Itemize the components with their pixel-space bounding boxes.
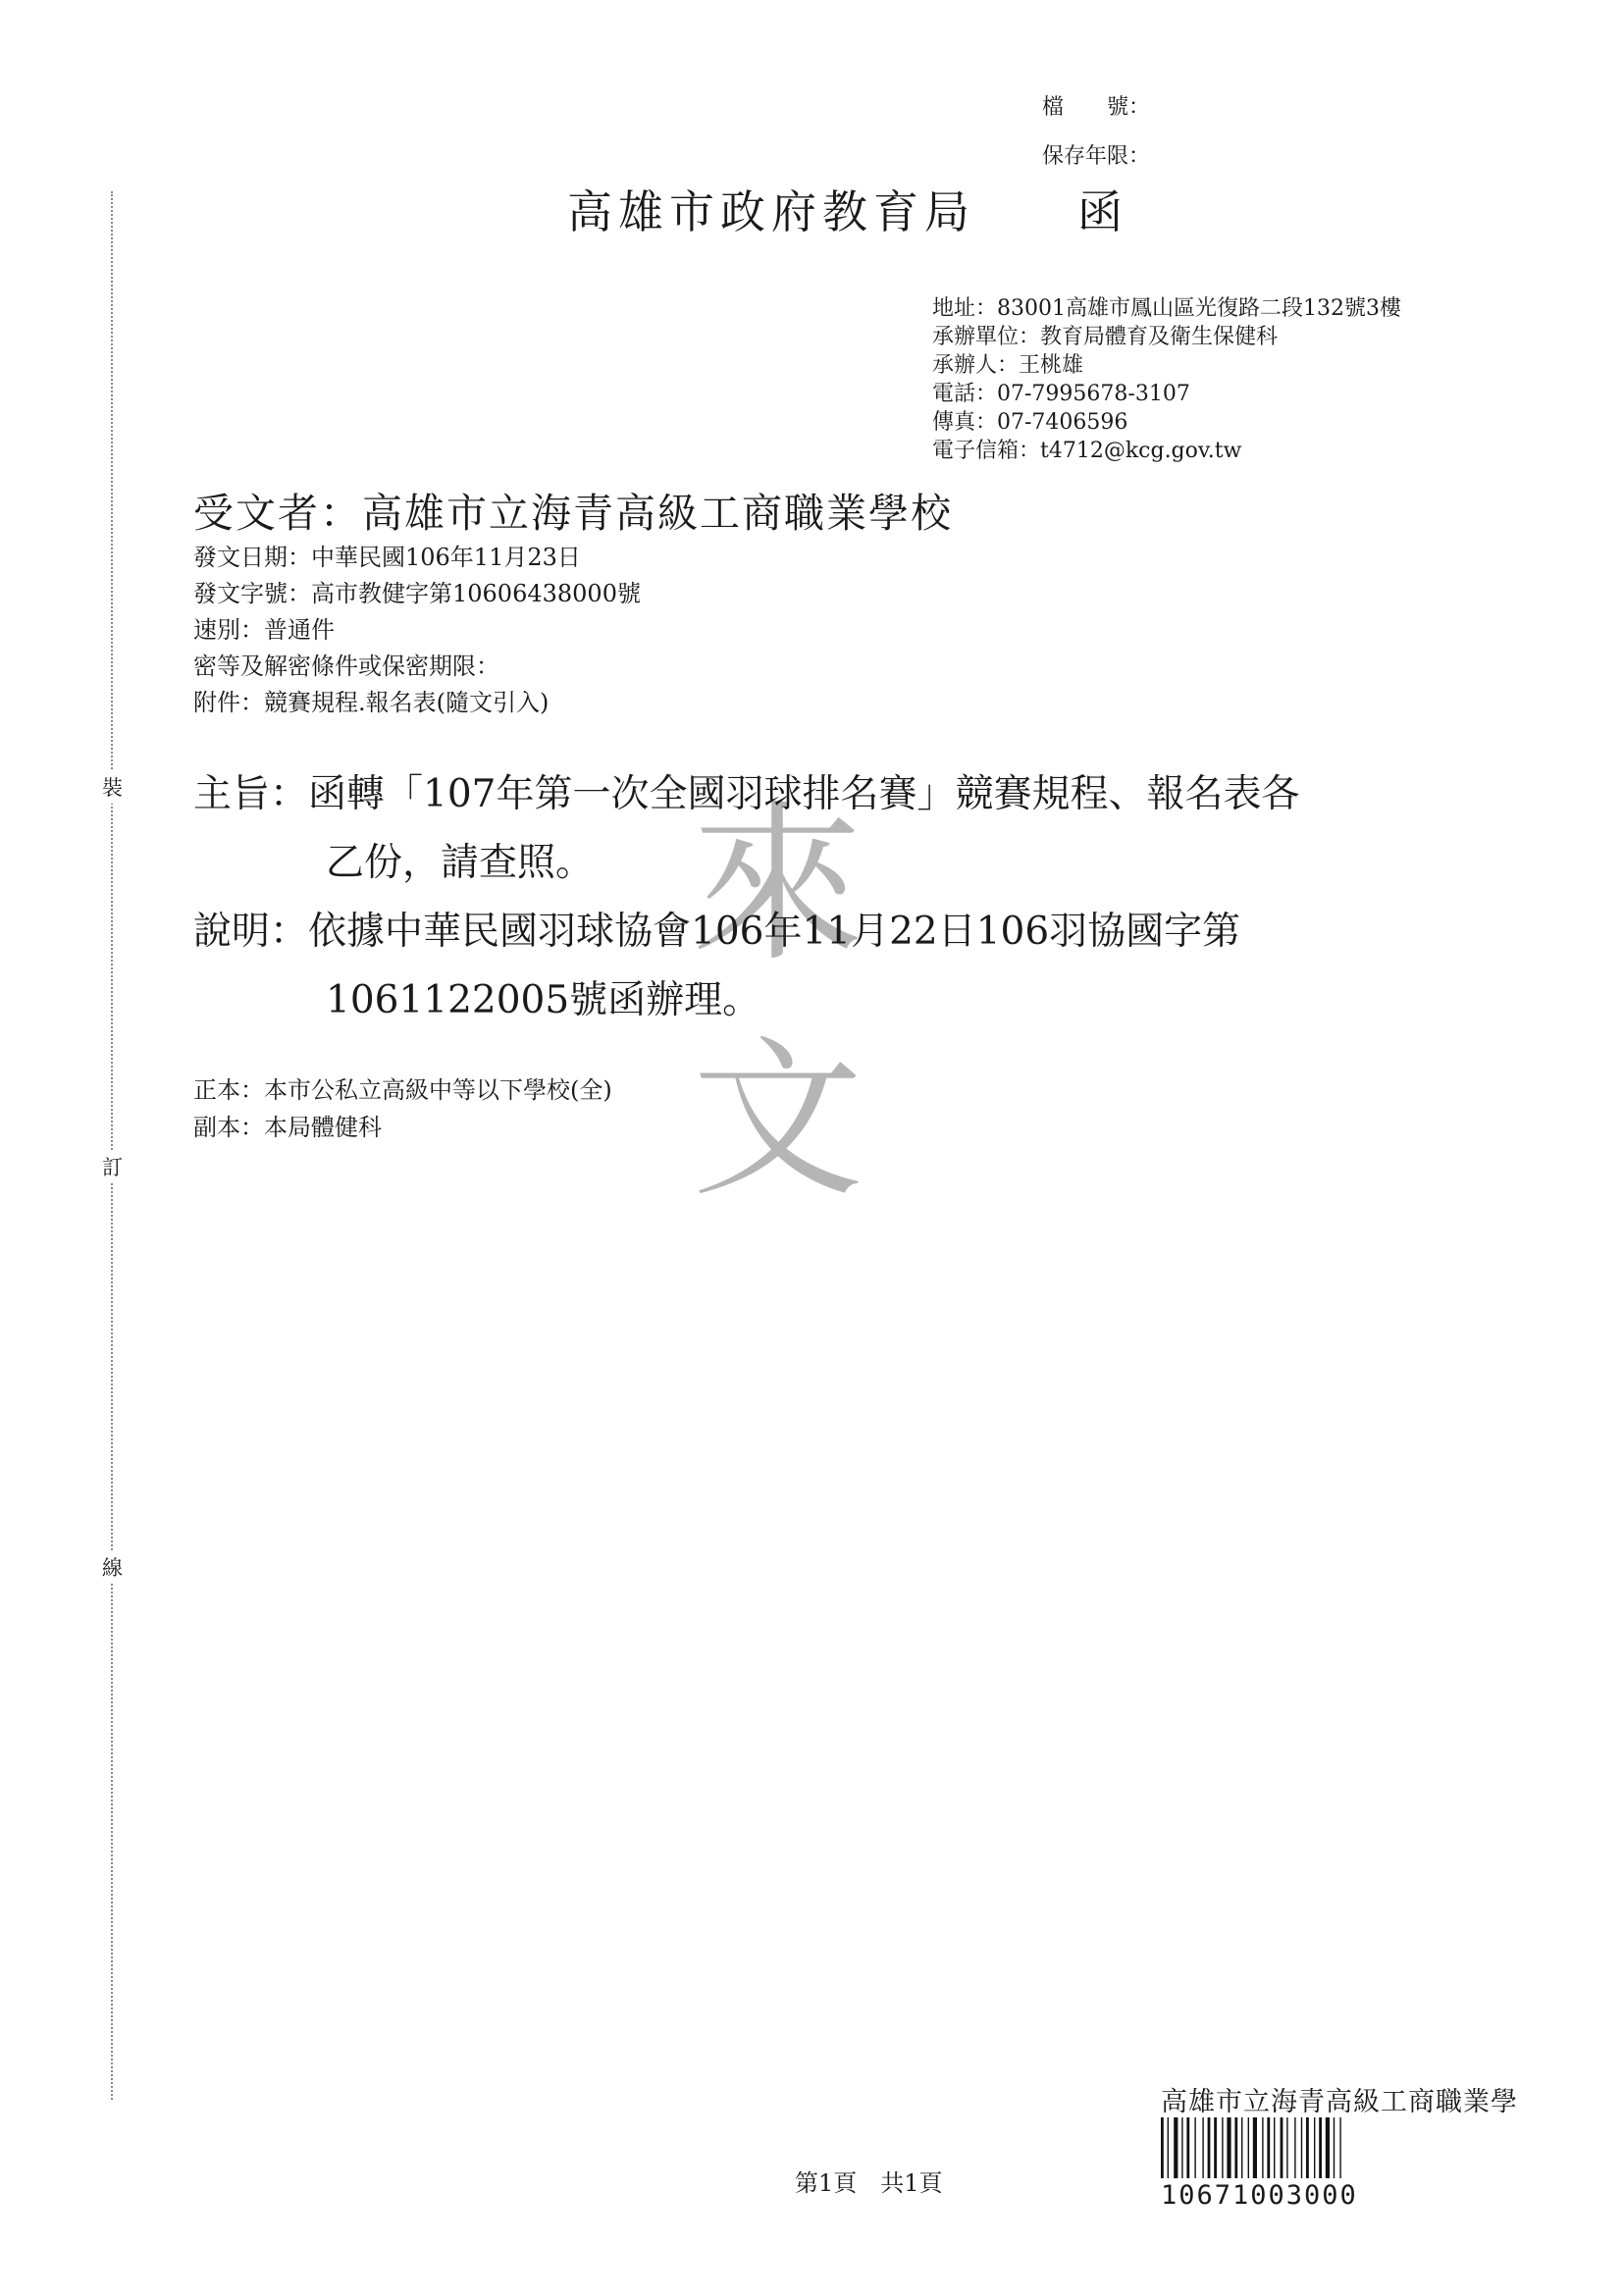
document-meta [193,540,641,721]
binding-dotted-line [111,191,113,2100]
barcode [1161,2117,1396,2178]
explanation-line-1: 說明：依據中華民國羽球協會106年11月22日106羽協國字第 [193,910,1241,954]
received-stamp-lai: 來 [692,786,864,985]
subject-line-2: 乙份，請查照。 [326,841,595,885]
phone: 電話：07-7995678-3107 [932,382,1190,406]
handling-person: 承辦人：王桃雄 [932,353,1084,378]
original-recipients: 正本：本市公私立高級中等以下學校(全) [193,1076,612,1104]
barcode-school-label: 高雄市立海青高級工商職業學 [1161,2087,1518,2117]
file-number-label: 檔 號： [1042,95,1151,120]
contact-block [932,294,1401,465]
archive-info [1042,83,1150,182]
binding-mark-zhuang: 裝 [102,770,123,804]
fax: 傳真：07-7406596 [932,410,1128,435]
explanation-line-2: 1061122005號函辦理。 [326,978,761,1022]
issue-date: 發文日期：中華民國106年11月23日 [193,544,581,571]
subject [193,760,1299,898]
binding-mark-xian: 線 [102,1550,123,1584]
speed: 速別：普通件 [193,616,335,644]
barcode-number: 10671003000 [1161,2180,1358,2211]
secrecy: 密等及解密條件或保密期限： [193,652,499,680]
handling-unit: 承辦單位：教育局體育及衛生保健科 [932,325,1279,349]
distribution [193,1071,612,1146]
received-stamp-wen: 文 [692,1021,864,1221]
attachment: 附件：競賽規程.報名表(隨文引入) [193,689,550,716]
explanation [193,898,1240,1035]
document-title: 高雄市政府教育局 函 [567,185,1128,238]
page-number: 第1頁 共1頁 [795,2169,943,2197]
copy-recipients: 副本：本局體健科 [193,1114,382,1141]
retention-label: 保存年限： [1042,144,1151,169]
issue-number: 發文字號：高市教健字第10606438000號 [193,580,641,607]
subject-line-1: 主旨：函轉「107年第一次全國羽球排名賽」競賽規程、報名表各 [193,772,1300,816]
email: 電子信箱：t4712@kcg.gov.tw [932,439,1242,463]
receiver: 受文者：高雄市立海青高級工商職業學校 [193,490,953,537]
binding-mark-ding: 訂 [102,1150,123,1183]
address: 地址：83001高雄市鳳山區光復路二段132號3樓 [932,296,1401,321]
